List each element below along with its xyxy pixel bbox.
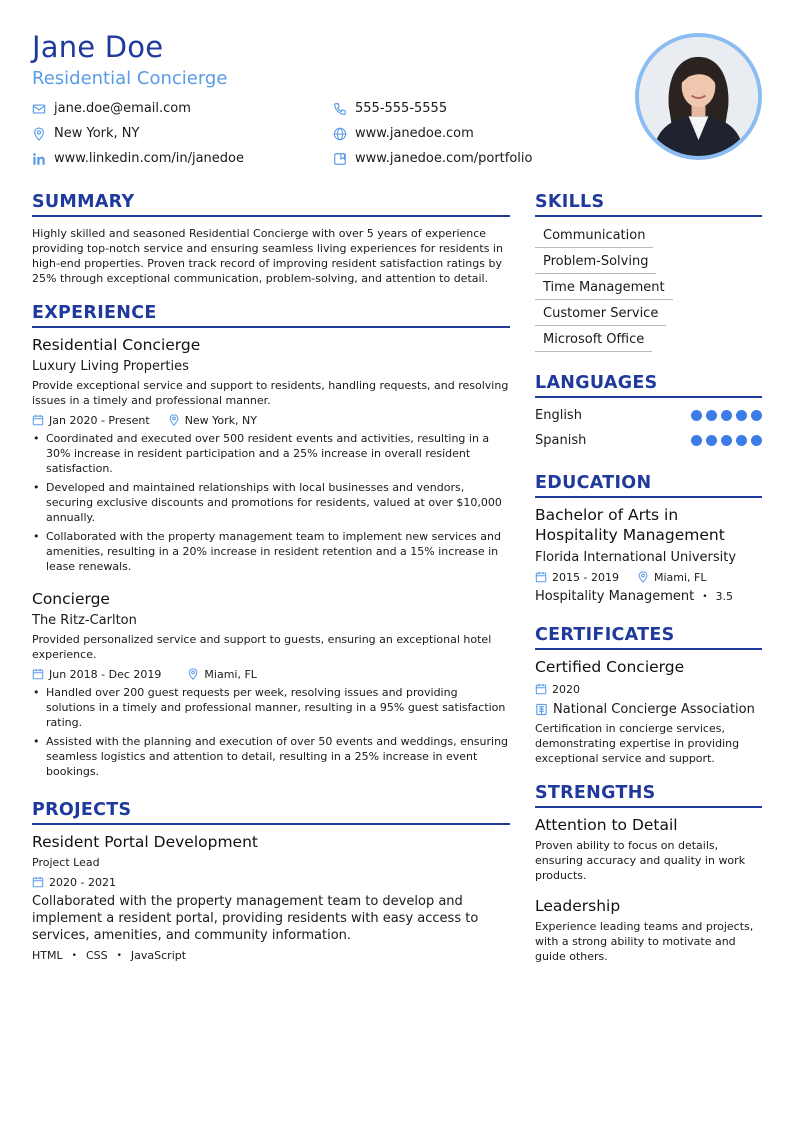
level-dot [721,435,732,446]
level-dot [736,435,747,446]
calendar-icon [32,414,44,426]
language-level-dots [687,435,762,446]
tag-separator: • [71,950,77,961]
project-meta [32,874,510,890]
job-bullets [32,431,510,574]
strength-description: Proven ability to focus on details, ensuring accuracy and quality in work products. [535,839,746,882]
project-tag: JavaScript [130,949,187,962]
certificate-issuer: National Concierge Association [553,702,755,717]
project-tag: CSS [85,949,108,962]
certificate-entry [535,657,762,766]
level-dot [691,410,702,421]
phone-text: 555-555-5555 [355,101,448,116]
job-bullet: • Handled over 200 guest requests per week, resolving issues and providing solutions in a timely and professional manner, resulting in a 95% guest satisfaction rating. [32,685,510,730]
strength-entry [535,815,762,883]
job-company: The Ritz-Carlton [32,613,137,628]
contact-location [32,126,139,141]
strength-entry [535,896,762,964]
candidate-name: Jane Doe [32,30,164,64]
project-tag: HTML [32,949,63,962]
job-company: Luxury Living Properties [32,359,189,374]
education-location: Miami, FL [653,570,707,584]
education-entry [535,505,762,605]
tag-separator: • [116,950,122,961]
languages-list [535,403,762,453]
strength-title: Leadership [535,897,621,915]
job-bullet: • Coordinated and executed over 500 resident events and activities, resulting in a 30% increase in resident participation and a 25% increase in overall resident satisfaction. [32,431,510,476]
experience-heading: EXPERIENCE [32,302,510,328]
location-pin-icon [637,571,649,583]
globe-icon [333,127,347,141]
job-bullet: • Developed and maintained relationships with local businesses and vendors, securing exclusive discounts and promotions for residents, valued at over $10,000 annually. [32,480,510,525]
contact-phone[interactable] [333,101,447,116]
calendar-icon [535,571,547,583]
skill-item: Problem-Solving [535,253,656,274]
phone-icon [333,102,347,116]
skill-item: Time Management [535,279,673,300]
certificate-year-row [535,681,762,697]
right-column [535,191,762,964]
linkedin-icon [32,152,46,166]
job-entry [32,335,510,574]
strength-description: Experience leading teams and projects, with a strong ability to motivate and guide others. [535,920,754,963]
job-description: Provide exceptional service and support to residents, handling requests, and resolving issues in a timely and professional manner. [32,379,509,407]
school-name: Florida International University [535,550,737,565]
education-gpa: 3.5 [715,590,734,603]
job-title: Concierge [32,590,110,608]
level-dot [691,435,702,446]
education-dates: 2015 - 2019 [552,570,619,584]
language-row [535,403,762,428]
contact-portfolio[interactable] [333,151,533,166]
language-name: Spanish [535,433,587,448]
certificate-description: Certification in concierge services, demonstrating expertise in providing exceptional service and support. [535,722,740,765]
project-tags [32,949,510,962]
job-location: New York, NY [184,413,257,427]
language-row [535,428,762,453]
skill-item: Customer Service [535,305,666,326]
certificate-issuer-row [535,701,762,718]
calendar-icon [535,683,547,695]
job-title: Residential Concierge [32,336,201,354]
linkedin-text: www.linkedin.com/in/janedoe [54,151,244,166]
project-role: Project Lead [32,856,100,869]
skills-heading: SKILLS [535,191,762,217]
website-text: www.janedoe.com [355,126,474,141]
skills-list [535,224,762,352]
skill-item: Communication [535,227,653,248]
education-field-row [535,588,762,605]
job-bullet: • Collaborated with the property management team to implement new services and amenities, resulting in a 20% increase in resident retention and a 15% increase in lease renewals. [32,529,510,574]
email-icon [32,102,46,116]
job-bullets [32,685,510,779]
skill-item: Microsoft Office [535,331,652,352]
project-description: Collaborated with the property management team to develop and implement a resident portal, providing residents with easy access to services, amenities, and community information. [32,894,479,943]
education-meta [535,569,762,585]
certificates-heading: CERTIFICATES [535,624,762,650]
job-entry [32,589,510,779]
languages-heading: LANGUAGES [535,372,762,398]
project-entry [32,832,510,962]
profile-photo [635,33,762,160]
strength-title: Attention to Detail [535,816,678,834]
certificate-title: Certified Concierge [535,658,685,676]
job-meta [32,412,510,428]
level-dot [706,435,717,446]
job-bullet: • Assisted with the planning and execution of over 50 events and weddings, ensuring seamless logistics and attention to detail, resulting in a 25% increase in event bookings. [32,734,510,779]
language-name: English [535,408,582,423]
level-dot [751,410,762,421]
contact-website[interactable] [333,126,474,141]
contact-linkedin[interactable] [32,151,244,166]
institution-icon [535,703,548,716]
portfolio-icon [333,152,347,166]
location-text: New York, NY [54,126,140,141]
summary-text: Highly skilled and seasoned Residential Concierge with over 5 years of experience providing top-notch service and ensuring seamless living experiences for residents in high-end properties. Proven track record of improving resident satisfaction ratings by 25% through exceptional communication, problem-solving, and attention to detail. [32,227,503,285]
projects-heading: PROJECTS [32,799,510,825]
certificate-year: 2020 [552,682,580,696]
job-dates: Jun 2018 - Dec 2019 [49,667,162,681]
location-pin-icon [32,127,46,141]
level-dot [751,435,762,446]
profile-photo-image [639,37,758,156]
portfolio-text: www.janedoe.com/portfolio [355,151,533,166]
contact-email[interactable] [32,101,191,116]
education-field: Hospitality Management [535,589,695,604]
field-separator: • [702,591,708,602]
strengths-heading: STRENGTHS [535,782,762,808]
level-dot [721,410,732,421]
job-description: Provided personalized service and support to guests, ensuring an exceptional hotel experience. [32,633,492,661]
project-dates: 2020 - 2021 [49,875,116,889]
candidate-title: Residential Concierge [32,68,228,89]
education-heading: EDUCATION [535,472,762,498]
level-dot [706,410,717,421]
calendar-icon [32,876,44,888]
language-level-dots [687,410,762,421]
location-pin-icon [168,414,180,426]
project-title: Resident Portal Development [32,833,258,851]
location-pin-icon [187,668,199,680]
job-meta [32,666,510,682]
summary-heading: SUMMARY [32,191,510,217]
level-dot [736,410,747,421]
calendar-icon [32,668,44,680]
left-column [32,191,510,962]
email-text: jane.doe@email.com [54,101,191,116]
degree-title: Bachelor of Arts in Hospitality Management [535,506,725,544]
job-dates: Jan 2020 - Present [49,413,150,427]
job-location: Miami, FL [204,667,257,681]
